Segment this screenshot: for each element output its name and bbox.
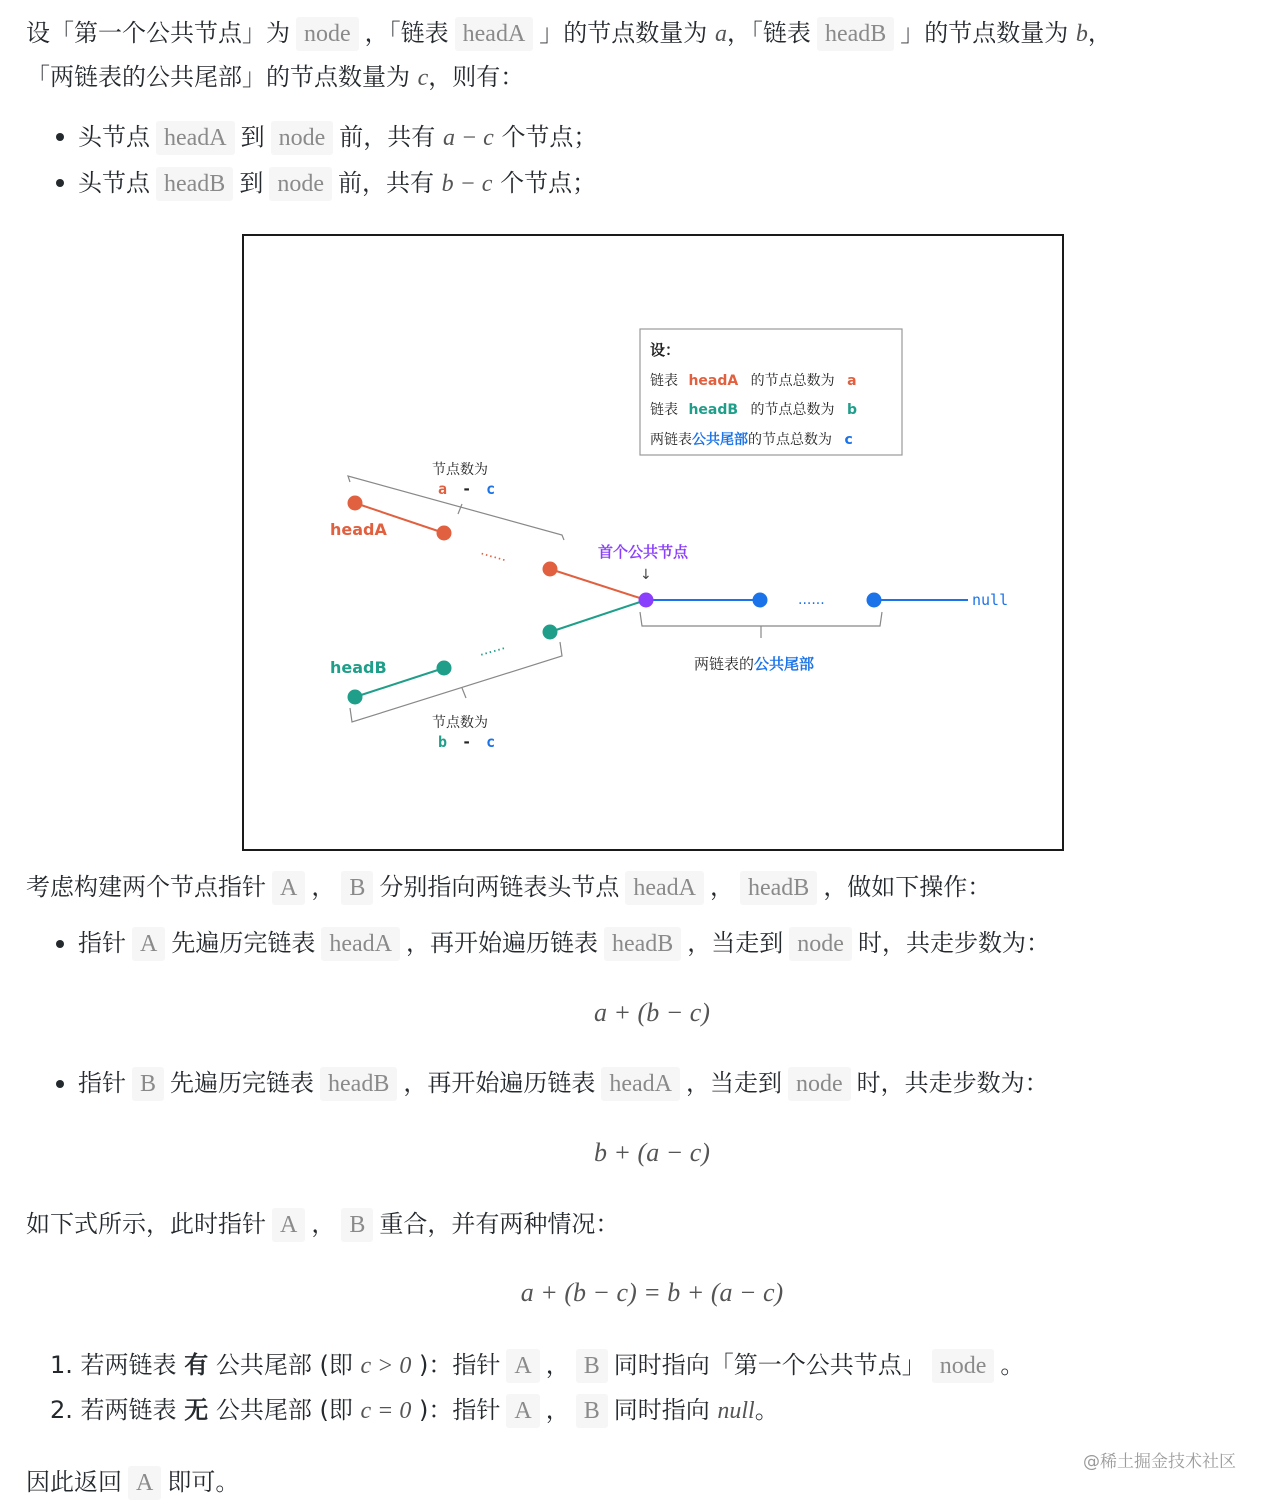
case-item-1 bbox=[50, 1348, 1024, 1383]
inline-code: A bbox=[506, 1394, 539, 1428]
case-text: )：指针 bbox=[418, 1396, 501, 1424]
formula-3: a + (b − c) = b + (a − c) bbox=[520, 1278, 784, 1307]
math-expr: b − c bbox=[441, 171, 493, 197]
inline-code: headA bbox=[321, 927, 400, 961]
inline-code: headB bbox=[740, 871, 817, 905]
node-c2 bbox=[753, 593, 768, 608]
bullet-text: 先遍历完链表 bbox=[171, 929, 316, 957]
label-headA: headA bbox=[330, 520, 387, 539]
bullet-text: 个节点； bbox=[500, 169, 597, 197]
para-3 bbox=[26, 1207, 619, 1242]
count-top-label: 节点数为 bbox=[432, 462, 488, 478]
bullet-text: 先遍历完链表 bbox=[170, 1069, 315, 1097]
case-text: 。 bbox=[1000, 1351, 1025, 1379]
count-bottom-expr: b - c bbox=[438, 733, 496, 751]
math-expr: c = 0 bbox=[360, 1398, 412, 1424]
legend-row-c: 两链表公共尾部的节点总数为 c bbox=[650, 432, 853, 448]
bullet-text: 头节点 bbox=[78, 123, 150, 151]
brace-tail bbox=[640, 612, 882, 626]
node-c3 bbox=[867, 593, 882, 608]
inline-code: A bbox=[272, 871, 305, 905]
math-expr: null bbox=[717, 1398, 755, 1424]
inline-code: node bbox=[271, 121, 334, 155]
dots-c: ...... bbox=[798, 592, 825, 608]
inline-code: B bbox=[341, 871, 373, 905]
edge-b2 bbox=[550, 600, 646, 632]
bullet-dot bbox=[56, 133, 64, 141]
inline-code: A bbox=[132, 927, 165, 961]
bullet-text: 个节点； bbox=[501, 123, 598, 151]
formula-2: b + (a − c) bbox=[594, 1138, 710, 1167]
inline-code: node bbox=[788, 1067, 851, 1101]
bullet-item bbox=[78, 166, 596, 201]
inline-code: headA bbox=[625, 871, 704, 905]
arrow-down-icon: ↓ bbox=[640, 567, 652, 583]
math-expr: a − c bbox=[442, 125, 494, 151]
para-text: ，做如下操作： bbox=[823, 873, 992, 901]
bullet-text: 时，共走步数为： bbox=[857, 929, 1050, 957]
bullet-text: 指针 bbox=[78, 1069, 126, 1097]
para-text: ， bbox=[311, 873, 336, 901]
para-text: 如下式所示，此时指针 bbox=[26, 1210, 266, 1238]
inline-code: node bbox=[789, 927, 852, 961]
intro-text: 「两链表的公共尾部」的节点数量为 bbox=[26, 63, 410, 91]
inline-code: headA bbox=[601, 1067, 680, 1101]
bullet-text: ，再开始遍历链表 bbox=[405, 929, 598, 957]
label-first-common: 首个公共节点 bbox=[598, 543, 689, 561]
watermark: @稀土掘金技术社区 bbox=[1083, 1452, 1236, 1472]
conclusion bbox=[26, 1465, 239, 1500]
label-headB: headB bbox=[330, 658, 387, 677]
inline-code: B bbox=[132, 1067, 164, 1101]
inline-code: headB bbox=[604, 927, 681, 961]
para-text: 即可。 bbox=[167, 1468, 240, 1496]
node-b3 bbox=[543, 625, 558, 640]
para-2 bbox=[26, 870, 991, 905]
case-text: )：指针 bbox=[418, 1351, 501, 1379]
inline-code: headA bbox=[455, 17, 534, 51]
intro-text: ， bbox=[1087, 19, 1112, 47]
para-text: 重合，并有两种情况： bbox=[379, 1210, 620, 1238]
bullet-text: 头节点 bbox=[78, 169, 150, 197]
bullet-item bbox=[78, 120, 597, 155]
inline-code: B bbox=[341, 1208, 373, 1242]
para-text: 分别指向两链表头节点 bbox=[379, 873, 620, 901]
case-text: 同时指向 bbox=[613, 1396, 710, 1424]
math-var: c bbox=[417, 65, 429, 91]
dots-b: ...... bbox=[476, 637, 507, 660]
brace-bottom bbox=[350, 642, 562, 722]
bullet-item bbox=[78, 926, 1050, 961]
case-text: 公共尾部 (即 bbox=[215, 1351, 353, 1379]
intro-text: ，「链表 bbox=[364, 19, 449, 47]
formula-1: a + (b − c) bbox=[594, 998, 710, 1027]
inline-code: node bbox=[269, 167, 332, 201]
bullet-dot bbox=[56, 179, 64, 187]
intro-text: 」的节点数量为 bbox=[539, 19, 708, 47]
label-null: null bbox=[972, 591, 1009, 609]
inline-code: node bbox=[296, 17, 359, 51]
dots-a: ...... bbox=[478, 542, 509, 566]
case-strong: 无 bbox=[184, 1396, 209, 1424]
inline-code: headA bbox=[156, 121, 235, 155]
intro-text: 设「第一个公共节点」为 bbox=[26, 19, 290, 47]
inline-code: headB bbox=[156, 167, 233, 201]
bullet-dot bbox=[56, 940, 64, 948]
bullet-text: 指针 bbox=[78, 929, 126, 957]
inline-code: headB bbox=[817, 17, 894, 51]
edge-a2 bbox=[550, 569, 646, 600]
node-a2 bbox=[437, 526, 452, 541]
bullet-text: 时，共走步数为： bbox=[856, 1069, 1049, 1097]
intro-text: ，「链表 bbox=[726, 19, 811, 47]
intro-text: 」的节点数量为 bbox=[900, 19, 1069, 47]
case-text: 。 bbox=[754, 1396, 779, 1424]
node-common-first bbox=[639, 593, 654, 608]
intro-line-2 bbox=[26, 60, 524, 95]
brace-bottom-tip bbox=[462, 688, 466, 698]
para-text: 因此返回 bbox=[26, 1468, 122, 1496]
node-b1 bbox=[348, 690, 363, 705]
count-bottom-label: 节点数为 bbox=[432, 715, 488, 731]
inline-code: A bbox=[128, 1466, 161, 1500]
brace-top-tip bbox=[458, 504, 462, 514]
para-text: ， bbox=[311, 1210, 336, 1238]
math-var: b bbox=[1075, 21, 1088, 47]
bullet-item bbox=[78, 1066, 1049, 1101]
bullet-dot bbox=[56, 1080, 64, 1088]
math-var: a bbox=[714, 21, 727, 47]
linked-list-diagram bbox=[242, 234, 1064, 851]
legend-title: 设： bbox=[650, 341, 681, 359]
node-a3 bbox=[543, 562, 558, 577]
diagram-svg bbox=[244, 236, 1062, 849]
bullet-text: 到 bbox=[239, 169, 264, 197]
math-expr: c > 0 bbox=[360, 1353, 412, 1379]
inline-code: A bbox=[506, 1349, 539, 1383]
inline-code: headB bbox=[320, 1067, 397, 1101]
case-number: 2. bbox=[50, 1396, 73, 1424]
bullet-text: 前，共有 bbox=[337, 169, 434, 197]
inline-code: B bbox=[576, 1349, 608, 1383]
case-item-2 bbox=[50, 1393, 779, 1428]
intro-line-1 bbox=[26, 16, 1112, 51]
node-a1 bbox=[348, 496, 363, 511]
case-text: ， bbox=[545, 1396, 570, 1424]
label-tail: 两链表的公共尾部 bbox=[694, 655, 815, 673]
case-text: 同时指向「第一个公共节点」 bbox=[613, 1351, 926, 1379]
legend-row-b: 链表 headB 的节点总数为 b bbox=[650, 402, 857, 418]
intro-text: ，则有： bbox=[428, 63, 525, 91]
inline-code: A bbox=[272, 1208, 305, 1242]
case-text: 若两链表 bbox=[80, 1351, 177, 1379]
bullet-text: 到 bbox=[240, 123, 265, 151]
para-text: ， bbox=[710, 873, 734, 901]
bullet-text: ，当走到 bbox=[685, 1069, 782, 1097]
inline-code: B bbox=[576, 1394, 608, 1428]
case-number: 1. bbox=[50, 1351, 73, 1379]
node-b2 bbox=[437, 661, 452, 676]
case-strong: 有 bbox=[184, 1351, 209, 1379]
case-text: 公共尾部 (即 bbox=[215, 1396, 353, 1424]
bullet-text: ，再开始遍历链表 bbox=[403, 1069, 596, 1097]
case-text: ， bbox=[545, 1351, 570, 1379]
inline-code: node bbox=[932, 1349, 995, 1383]
bullet-text: ，当走到 bbox=[687, 929, 784, 957]
para-text: 考虑构建两个节点指针 bbox=[26, 873, 266, 901]
bullet-text: 前，共有 bbox=[339, 123, 436, 151]
legend-row-a: 链表 headA 的节点总数为 a bbox=[650, 373, 857, 389]
case-text: 若两链表 bbox=[80, 1396, 177, 1424]
count-top-expr: a - c bbox=[438, 480, 496, 498]
